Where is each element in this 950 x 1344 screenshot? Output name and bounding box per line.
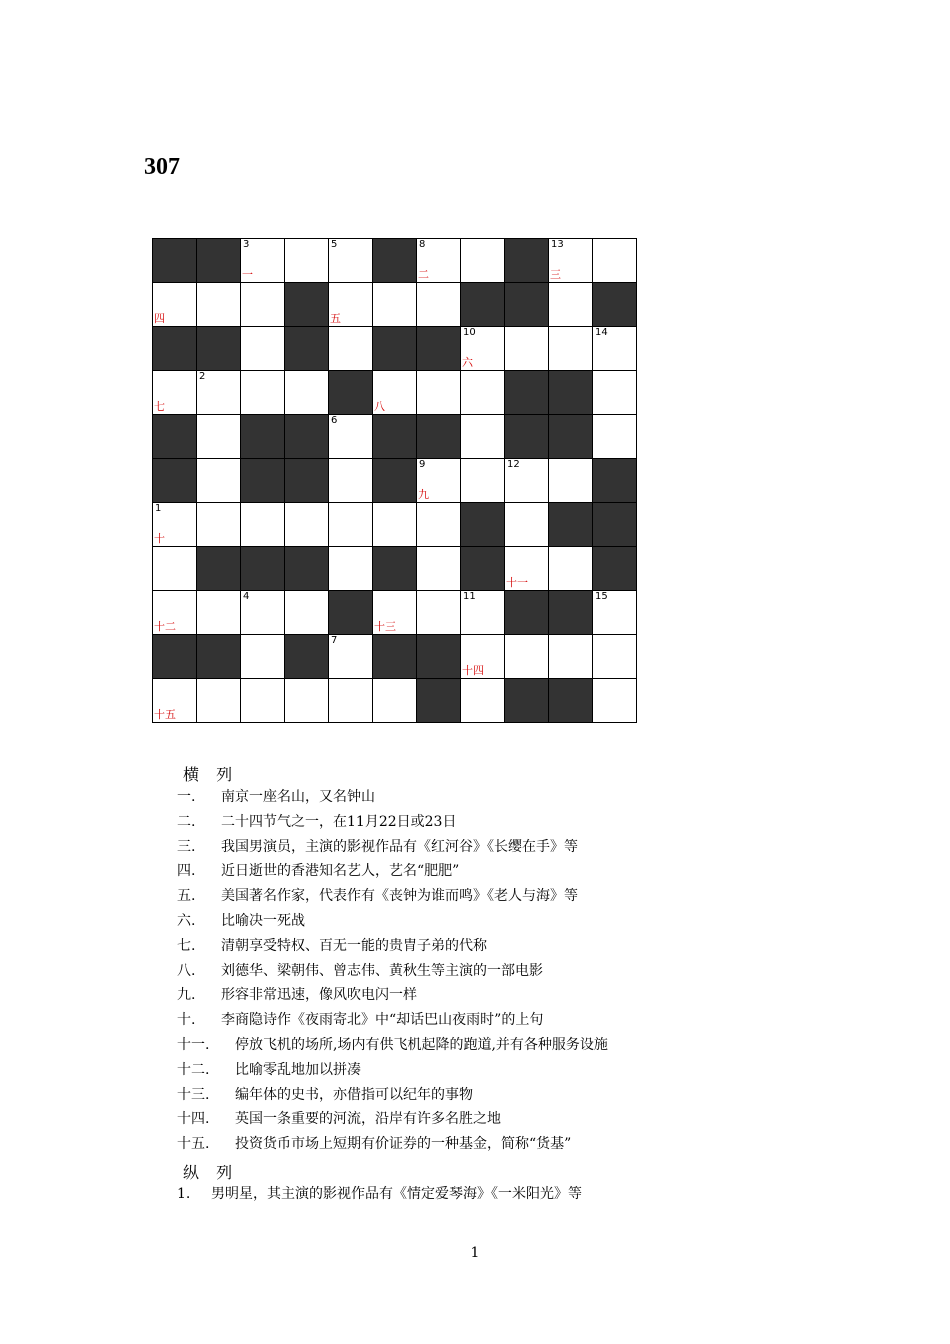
clue-text: 停放飞机的场所,场内有供飞机起降的跑道,并有各种服务设施 <box>235 1036 608 1053</box>
answer-cell[interactable] <box>417 283 461 327</box>
answer-cell[interactable] <box>197 679 241 723</box>
answer-cell[interactable] <box>285 239 329 283</box>
down-clue-number: 2 <box>199 371 206 382</box>
black-cell <box>197 547 241 591</box>
answer-cell[interactable] <box>241 503 285 547</box>
answer-cell[interactable] <box>153 283 197 327</box>
clue-item <box>177 785 608 810</box>
answer-cell[interactable] <box>197 459 241 503</box>
answer-cell[interactable] <box>593 371 637 415</box>
clue-label: 八. <box>177 962 196 979</box>
answer-cell[interactable] <box>329 283 373 327</box>
black-cell <box>505 591 549 635</box>
black-cell <box>505 283 549 327</box>
black-cell <box>549 371 593 415</box>
answer-cell[interactable] <box>549 283 593 327</box>
clue-item <box>177 835 608 860</box>
clue-item <box>177 859 608 884</box>
across-clue-marker: 一 <box>242 268 253 281</box>
down-clue-number: 13 <box>551 239 564 250</box>
down-clue-list <box>177 1182 582 1207</box>
black-cell <box>285 547 329 591</box>
answer-cell[interactable] <box>197 415 241 459</box>
answer-cell[interactable] <box>417 591 461 635</box>
black-cell <box>329 591 373 635</box>
answer-cell[interactable] <box>285 503 329 547</box>
clue-label: 四. <box>177 863 196 880</box>
answer-cell[interactable] <box>153 371 197 415</box>
clue-text: 南京一座名山，又名钟山 <box>221 789 375 805</box>
down-clue-number: 8 <box>419 239 426 250</box>
answer-cell[interactable] <box>241 371 285 415</box>
clue-label: 三. <box>177 838 196 855</box>
answer-cell[interactable] <box>505 503 549 547</box>
black-cell <box>153 459 197 503</box>
answer-cell[interactable] <box>461 635 505 679</box>
black-cell <box>505 415 549 459</box>
answer-cell[interactable] <box>197 591 241 635</box>
across-heading: 横 列 <box>183 765 239 784</box>
answer-cell[interactable] <box>241 327 285 371</box>
answer-cell[interactable] <box>197 283 241 327</box>
clue-text: 投资货币市场上短期有价证券的一种基金，简称“货基” <box>235 1136 572 1153</box>
clue-text: 比喻决一死战 <box>221 912 305 929</box>
black-cell <box>373 459 417 503</box>
black-cell <box>285 635 329 679</box>
answer-cell[interactable] <box>241 679 285 723</box>
page-number: 1 <box>470 1245 480 1261</box>
answer-cell[interactable] <box>241 635 285 679</box>
answer-cell[interactable] <box>505 459 549 503</box>
clue-item <box>177 909 608 934</box>
black-cell <box>505 679 549 723</box>
clue-label: 十一. <box>177 1036 210 1053</box>
black-cell <box>373 327 417 371</box>
black-cell <box>285 283 329 327</box>
answer-cell[interactable] <box>329 679 373 723</box>
answer-cell[interactable] <box>197 503 241 547</box>
answer-cell[interactable] <box>373 371 417 415</box>
black-cell <box>329 371 373 415</box>
answer-cell[interactable] <box>593 679 637 723</box>
clue-label: 十四. <box>177 1111 210 1128</box>
clue-text: 李商隐诗作《夜雨寄北》中“却话巴山夜雨时”的上句 <box>221 1012 544 1029</box>
across-clue-marker: 二 <box>418 268 429 281</box>
clue-item <box>177 810 608 835</box>
answer-cell[interactable] <box>417 239 461 283</box>
down-clue-number: 1 <box>155 503 162 514</box>
answer-cell[interactable] <box>593 415 637 459</box>
answer-cell[interactable] <box>593 327 637 371</box>
clue-item <box>177 884 608 909</box>
answer-cell[interactable] <box>241 239 285 283</box>
black-cell <box>285 459 329 503</box>
across-clue-marker: 十 <box>154 532 165 545</box>
answer-cell[interactable] <box>241 591 285 635</box>
across-clue-marker: 十三 <box>374 620 396 633</box>
across-clue-marker: 十四 <box>462 664 484 677</box>
clue-text: 编年体的史书，亦借指可以纪年的事物 <box>235 1086 473 1103</box>
clue-text: 刘德华、梁朝伟、曾志伟、黄秋生等主演的一部电影 <box>221 962 543 979</box>
clue-item <box>177 1033 608 1058</box>
black-cell <box>461 503 505 547</box>
clue-item <box>177 1182 582 1207</box>
answer-cell[interactable] <box>549 635 593 679</box>
answer-cell[interactable] <box>505 635 549 679</box>
answer-cell[interactable] <box>153 591 197 635</box>
clue-label: 二. <box>177 813 196 830</box>
black-cell <box>197 327 241 371</box>
black-cell <box>153 635 197 679</box>
down-clue-number: 15 <box>595 591 608 602</box>
answer-cell[interactable] <box>373 283 417 327</box>
answer-cell[interactable] <box>153 503 197 547</box>
down-clue-number: 11 <box>463 591 476 602</box>
grid-row <box>153 459 637 503</box>
answer-cell[interactable] <box>153 547 197 591</box>
answer-cell[interactable] <box>197 371 241 415</box>
answer-cell[interactable] <box>285 371 329 415</box>
answer-cell[interactable] <box>461 679 505 723</box>
answer-cell[interactable] <box>285 679 329 723</box>
black-cell <box>593 283 637 327</box>
clue-label: 十二. <box>177 1061 210 1078</box>
black-cell <box>593 547 637 591</box>
across-clue-marker: 三 <box>550 268 561 281</box>
grid-row <box>153 283 637 327</box>
answer-cell[interactable] <box>549 327 593 371</box>
answer-cell[interactable] <box>373 591 417 635</box>
across-clue-marker: 五 <box>330 312 341 325</box>
answer-cell[interactable] <box>461 591 505 635</box>
answer-cell[interactable] <box>417 547 461 591</box>
black-cell <box>153 327 197 371</box>
black-cell <box>461 547 505 591</box>
answer-cell[interactable] <box>505 327 549 371</box>
black-cell <box>505 239 549 283</box>
puzzle-title: 307 <box>144 154 180 180</box>
clue-item <box>177 1107 608 1132</box>
clue-text: 男明星，其主演的影视作品有《情定爱琴海》《一米阳光》等 <box>211 1186 582 1202</box>
answer-cell[interactable] <box>329 635 373 679</box>
down-clue-number: 6 <box>331 415 338 426</box>
black-cell <box>285 327 329 371</box>
black-cell <box>417 327 461 371</box>
black-cell <box>373 239 417 283</box>
black-cell <box>241 547 285 591</box>
clue-label: 十三. <box>177 1086 210 1103</box>
clue-label: 六. <box>177 912 196 929</box>
down-heading: 纵 列 <box>183 1163 239 1182</box>
black-cell <box>549 415 593 459</box>
answer-cell[interactable] <box>329 327 373 371</box>
answer-cell[interactable] <box>593 591 637 635</box>
grid-row <box>153 635 637 679</box>
black-cell <box>153 415 197 459</box>
clue-text: 比喻零乱地加以拼凑 <box>235 1061 361 1078</box>
answer-cell[interactable] <box>417 371 461 415</box>
black-cell <box>417 635 461 679</box>
answer-cell[interactable] <box>417 459 461 503</box>
black-cell <box>241 415 285 459</box>
grid-row <box>153 371 637 415</box>
black-cell <box>153 239 197 283</box>
answer-cell[interactable] <box>417 503 461 547</box>
black-cell <box>285 415 329 459</box>
down-clue-number: 12 <box>507 459 520 470</box>
answer-cell[interactable] <box>461 327 505 371</box>
grid-row <box>153 327 637 371</box>
grid-row <box>153 591 637 635</box>
black-cell <box>549 591 593 635</box>
clue-item <box>177 983 608 1008</box>
down-clue-number: 5 <box>331 239 338 250</box>
down-clue-number: 10 <box>463 327 476 338</box>
crossword-grid <box>152 238 637 723</box>
answer-cell[interactable] <box>329 503 373 547</box>
grid-row <box>153 679 637 723</box>
clue-label: 一. <box>177 789 196 805</box>
black-cell <box>417 679 461 723</box>
black-cell <box>461 283 505 327</box>
answer-cell[interactable] <box>329 239 373 283</box>
clue-text: 二十四节气之一，在11月22日或23日 <box>221 813 457 830</box>
across-clue-marker: 九 <box>418 488 429 501</box>
across-clue-marker: 六 <box>462 356 473 369</box>
answer-cell[interactable] <box>593 635 637 679</box>
clue-item <box>177 934 608 959</box>
down-clue-number: 7 <box>331 635 338 646</box>
grid-row <box>153 415 637 459</box>
black-cell <box>373 635 417 679</box>
answer-cell[interactable] <box>153 679 197 723</box>
answer-cell[interactable] <box>505 547 549 591</box>
clue-label: 七. <box>177 937 196 954</box>
answer-cell[interactable] <box>329 415 373 459</box>
grid-row <box>153 547 637 591</box>
answer-cell[interactable] <box>549 547 593 591</box>
black-cell <box>197 239 241 283</box>
answer-cell[interactable] <box>329 459 373 503</box>
black-cell <box>593 459 637 503</box>
grid-row <box>153 239 637 283</box>
clue-text: 美国著名作家，代表作有《丧钟为谁而鸣》《老人与海》等 <box>221 888 578 905</box>
black-cell <box>593 503 637 547</box>
answer-cell[interactable] <box>461 459 505 503</box>
answer-cell[interactable] <box>461 371 505 415</box>
answer-cell[interactable] <box>461 415 505 459</box>
across-clue-marker: 十一 <box>506 576 528 589</box>
clue-item <box>177 1058 608 1083</box>
clue-text: 近日逝世的香港知名艺人，艺名“肥肥” <box>221 863 460 880</box>
answer-cell[interactable] <box>373 503 417 547</box>
black-cell <box>505 371 549 415</box>
clue-label: 十五. <box>177 1136 210 1153</box>
clue-item <box>177 959 608 984</box>
answer-cell[interactable] <box>461 239 505 283</box>
clue-item <box>177 1083 608 1108</box>
black-cell <box>549 679 593 723</box>
black-cell <box>197 635 241 679</box>
down-clue-number: 3 <box>243 239 250 250</box>
clue-text: 清朝享受特权、百无一能的贵胄子弟的代称 <box>221 937 487 954</box>
black-cell <box>373 415 417 459</box>
across-clue-marker: 七 <box>154 400 165 413</box>
black-cell <box>373 547 417 591</box>
clue-label: 十. <box>177 1012 196 1029</box>
down-clue-number: 14 <box>595 327 608 338</box>
answer-cell[interactable] <box>549 459 593 503</box>
answer-cell[interactable] <box>329 547 373 591</box>
clue-text: 我国男演员，主演的影视作品有《红河谷》《长缨在手》等 <box>221 838 578 855</box>
answer-cell[interactable] <box>241 283 285 327</box>
clue-label: 1. <box>177 1186 191 1202</box>
answer-cell[interactable] <box>285 591 329 635</box>
across-clue-marker: 十二 <box>154 620 176 633</box>
across-clue-list <box>177 785 608 1157</box>
black-cell <box>417 415 461 459</box>
down-clue-number: 4 <box>243 591 250 602</box>
across-clue-marker: 四 <box>154 312 165 325</box>
clue-text: 形容非常迅速，像风吹电闪一样 <box>221 987 417 1004</box>
clue-label: 九. <box>177 987 196 1004</box>
grid-row <box>153 503 637 547</box>
clue-text: 英国一条重要的河流，沿岸有许多名胜之地 <box>235 1111 501 1128</box>
answer-cell[interactable] <box>593 239 637 283</box>
clue-label: 五. <box>177 888 196 905</box>
down-clue-number: 9 <box>419 459 426 470</box>
clue-item <box>177 1132 608 1157</box>
black-cell <box>241 459 285 503</box>
across-clue-marker: 八 <box>374 400 385 413</box>
across-clue-marker: 十五 <box>154 708 176 721</box>
clue-item <box>177 1008 608 1033</box>
answer-cell[interactable] <box>373 679 417 723</box>
black-cell <box>549 503 593 547</box>
answer-cell[interactable] <box>549 239 593 283</box>
